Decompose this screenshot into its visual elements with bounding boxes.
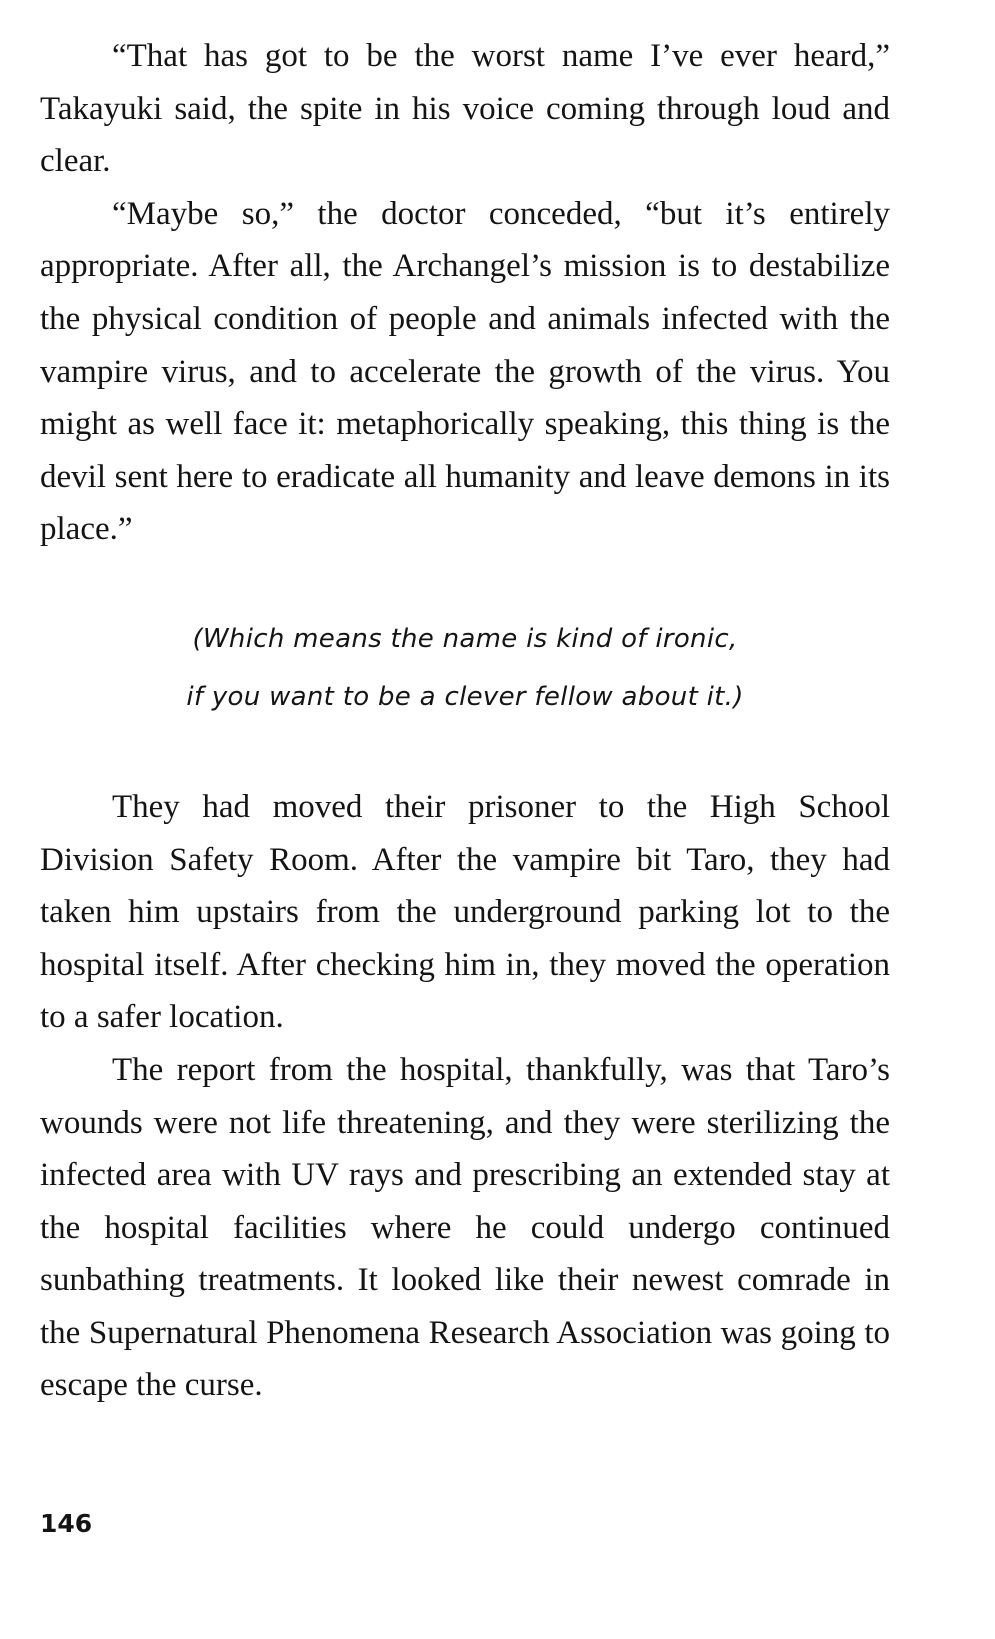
handwritten-aside	[40, 610, 890, 726]
aside-line-1: (Which means the name is kind of ironic,	[192, 623, 738, 654]
paragraph-doctor-quote: “Maybe so,” the doctor conceded, “but it’s entirely appropriate. After all, the Archangel’s mission is to destabilize the physical condition of people and animals infected with the vampire virus, and to accelerate the growth of the virus. You might as well face it: metaphorically speaking, this thing is the devil sent here to eradicate all humanity and leave demons in its place.”	[40, 195, 890, 548]
paragraph-hospital-report: The report from the hospital, thankfully, was that Taro’s wounds were not life threatening, and they were sterilizing the infected area with UV rays and prescribing an extended stay at the hospital facilities where he could undergo continued sunbathing treatments. It looked like their newest comrade in the Supernatural Phenomena Research Association was going to escape the curse.	[40, 1051, 890, 1404]
page-number: 146	[40, 1509, 93, 1538]
book-page-text	[40, 30, 890, 1412]
paragraph-safety-room: They had moved their prisoner to the High School Division Safety Room. After the vampire bit Taro, they had taken him upstairs from the underground parking lot to the hospital itself. After checking him in, they moved the operation to a safer location.	[40, 788, 890, 1036]
paragraph-takayuki-quote: “That has got to be the worst name I’ve ever heard,” Takayuki said, the spite in his voice coming through loud and clear.	[40, 38, 890, 180]
aside-line-2: if you want to be a clever fellow about it.)	[186, 681, 744, 712]
